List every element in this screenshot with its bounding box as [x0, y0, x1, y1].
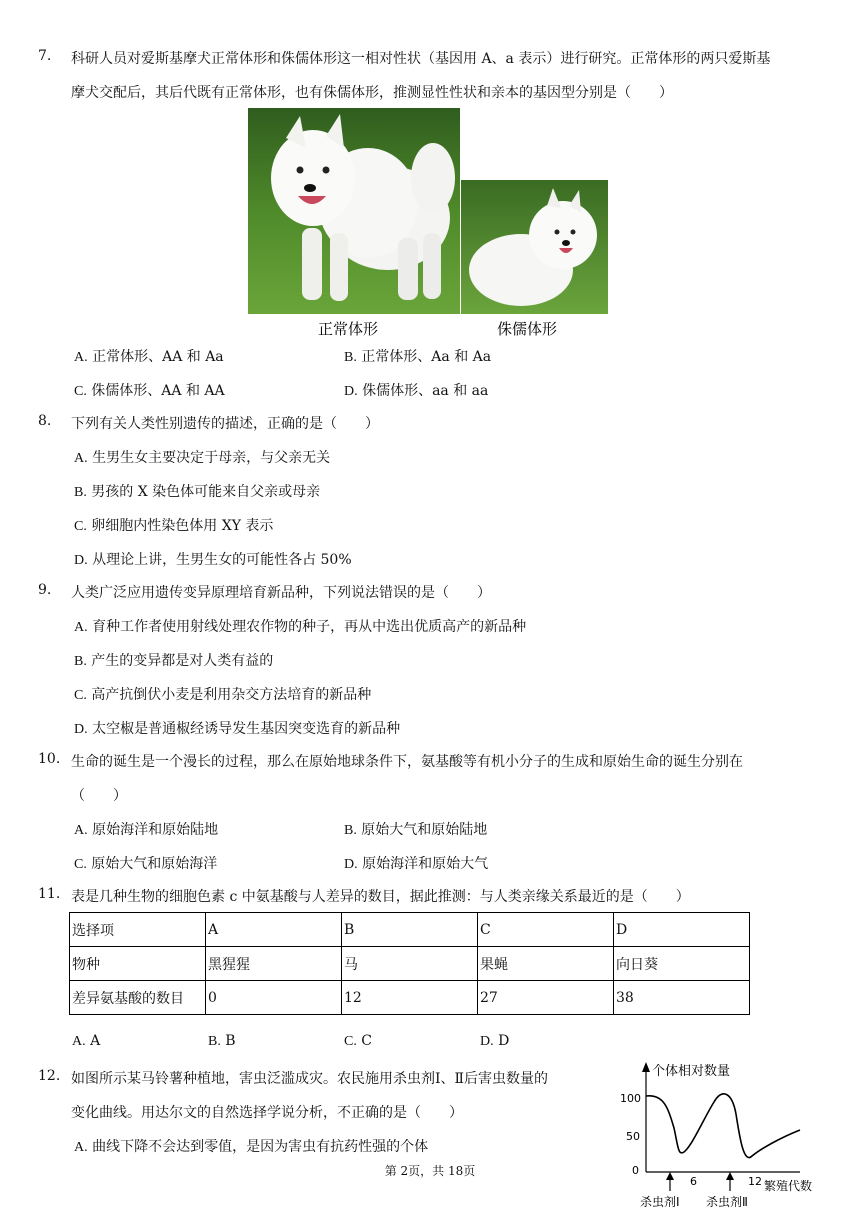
- q8-option-c: C. 卵细胞内性染色体用 XY 表示: [74, 518, 274, 534]
- q9-option-d: D. 太空椒是普通椒经诱导发生基因突变选育的新品种: [74, 721, 401, 737]
- table-row: [70, 947, 750, 981]
- table-cell: 黑猩猩: [206, 947, 342, 981]
- dwarf-caption: 侏儒体形: [497, 320, 558, 338]
- table-cell: 向日葵: [614, 947, 750, 981]
- q12-number: 12.: [38, 1068, 61, 1084]
- q10-stem-line1: 生命的诞生是一个漫长的过程，那么在原始地球条件下，氨基酸等有机小分子的生成和原始生命的诞生分别在: [71, 754, 743, 770]
- q9-stem: 人类广泛应用遗传变异原理培育新品种，下列说法错误的是（ ）: [71, 585, 491, 601]
- graph-ylabel: 个体相对数量: [652, 1064, 731, 1079]
- table-cell: 12: [342, 981, 478, 1015]
- table-cell: 选择项: [70, 913, 206, 947]
- q11-option-c: C. C: [344, 1033, 373, 1049]
- q10-option-a: A. 原始海洋和原始陆地: [74, 822, 219, 838]
- table-cell: 27: [478, 981, 614, 1015]
- q11-number: 11.: [38, 886, 61, 902]
- q7-option-b: B. 正常体形、Aa 和 Aa: [344, 349, 492, 365]
- y-axis-arrow: [642, 1062, 650, 1072]
- table-cell: 马: [342, 947, 478, 981]
- ytick-0: 0: [632, 1164, 639, 1177]
- ytick-100: 100: [620, 1092, 641, 1105]
- q10-number: 10.: [38, 751, 61, 767]
- q8-option-d: D. 从理论上讲，生男生女的可能性各占 50%: [74, 552, 352, 568]
- table-row: [70, 913, 750, 947]
- q7-number: 7.: [38, 48, 52, 64]
- table-cell: 差异氨基酸的数目: [70, 981, 206, 1015]
- graph-xlabel: 繁殖代数: [764, 1179, 813, 1193]
- normal-dog-photo: [248, 108, 460, 314]
- normal-caption: 正常体形: [318, 320, 379, 338]
- ytick-50: 50: [626, 1130, 640, 1143]
- q11-option-b: B. B: [208, 1033, 236, 1049]
- q12-option-a: A. 曲线下降不会达到零值，是因为害虫有抗药性强的个体: [74, 1139, 429, 1155]
- table-cell: C: [478, 913, 614, 947]
- q10-option-b: B. 原始大气和原始陆地: [344, 822, 488, 838]
- table-cell: 38: [614, 981, 750, 1015]
- population-curve: [646, 1094, 800, 1158]
- page-footer: 第 2页，共 18页: [384, 1164, 476, 1178]
- q10-option-c: C. 原始大气和原始海洋: [74, 856, 218, 872]
- table-cell: 果蝇: [478, 947, 614, 981]
- q11-option-d: D. D: [480, 1033, 510, 1049]
- pesticide2-label: 杀虫剂Ⅱ: [706, 1195, 748, 1209]
- q7-option-c: C. 侏儒体形、AA 和 AA: [74, 383, 225, 399]
- pesticide1-label: 杀虫剂Ⅰ: [640, 1195, 680, 1209]
- table-cell: D: [614, 913, 750, 947]
- q8-stem: 下列有关人类性别遗传的描述，正确的是（ ）: [71, 416, 379, 432]
- dwarf-dog-photo: [461, 180, 608, 314]
- pest-population-graph: [612, 1058, 830, 1210]
- q11-stem: 表是几种生物的细胞色素 c 中氨基酸与人差异的数目，据此推测：与人类亲缘关系最近的是（ ）: [71, 889, 690, 905]
- q10-stem-line2: （ ）: [71, 788, 127, 804]
- q7-stem-line2: 摩犬交配后，其后代既有正常体形，也有侏儒体形，推测显性性状和亲本的基因型分别是（ ）: [71, 85, 673, 101]
- amino-acid-table: [69, 912, 750, 1015]
- table-row: [70, 981, 750, 1015]
- table-cell: A: [206, 913, 342, 947]
- q7-stem-line1: 科研人员对爱斯基摩犬正常体形和侏儒体形这一相对性状（基因用 A、a 表示）进行研究。正常体形的两只爱斯基: [71, 51, 771, 67]
- q9-option-c: C. 高产抗倒伏小麦是利用杂交方法培育的新品种: [74, 687, 372, 703]
- q10-option-d: D. 原始海洋和原始大气: [344, 856, 489, 872]
- q9-number: 9.: [38, 582, 52, 598]
- table-cell: 0: [206, 981, 342, 1015]
- xtick-6: 6: [690, 1175, 697, 1188]
- table-cell: 物种: [70, 947, 206, 981]
- q7-option-d: D. 侏儒体形、aa 和 aa: [344, 383, 489, 399]
- xtick-12: 12: [748, 1175, 762, 1188]
- q8-number: 8.: [38, 413, 52, 429]
- table-cell: B: [342, 913, 478, 947]
- q12-stem-line2: 变化曲线。用达尔文的自然选择学说分析，不正确的是（ ）: [71, 1105, 463, 1121]
- q9-option-b: B. 产生的变异都是对人类有益的: [74, 653, 274, 669]
- q9-option-a: A. 育种工作者使用射线处理农作物的种子，再从中选出优质高产的新品种: [74, 619, 527, 635]
- q8-option-b: B. 男孩的 X 染色体可能来自父亲或母亲: [74, 484, 321, 500]
- q8-option-a: A. 生男生女主要决定于母亲，与父亲无关: [74, 450, 331, 466]
- q11-option-a: A. A: [72, 1033, 101, 1049]
- q7-option-a: A. 正常体形、AA 和 Aa: [74, 349, 224, 365]
- q12-stem-line1: 如图所示某马铃薯种植地，害虫泛滥成灾。农民施用杀虫剂Ⅰ、Ⅱ后害虫数量的: [71, 1071, 549, 1087]
